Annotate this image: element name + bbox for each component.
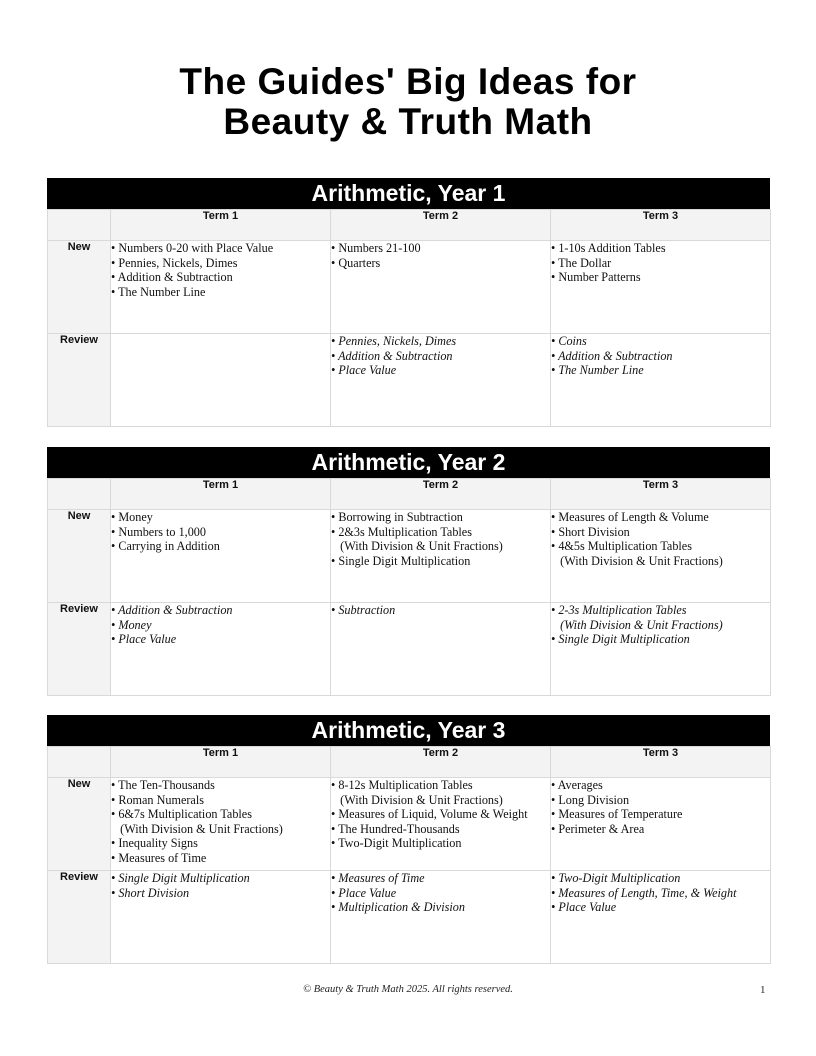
list-item: (With Division & Unit Fractions) bbox=[331, 792, 503, 807]
list-item: • Single Digit Multiplication bbox=[331, 553, 471, 568]
list-item: (With Division & Unit Fractions) bbox=[111, 821, 283, 836]
cell-term-1 bbox=[111, 778, 331, 871]
cell-term-2 bbox=[331, 510, 551, 603]
list-item: • Pennies, Nickels, Dimes bbox=[331, 334, 457, 348]
list-item: • Money bbox=[111, 510, 153, 524]
row-label-review: Review bbox=[48, 871, 111, 964]
header-row bbox=[48, 479, 771, 510]
list-item: (With Division & Unit Fractions) bbox=[331, 539, 503, 554]
cell-term-1 bbox=[111, 334, 331, 427]
curriculum-table bbox=[47, 209, 771, 427]
copyright-notice: © Beauty & Truth Math 2025. All rights reserved. bbox=[303, 984, 513, 995]
section-heading: Arithmetic, Year 2 bbox=[47, 447, 770, 478]
list-item: • Addition & Subtraction bbox=[111, 270, 233, 285]
list-item: (With Division & Unit Fractions) bbox=[551, 617, 723, 632]
curriculum-table bbox=[47, 746, 771, 964]
cell-term-2 bbox=[331, 334, 551, 427]
list-item: • 4&5s Multiplication Tables bbox=[551, 539, 692, 554]
list-item: • Perimeter & Area bbox=[551, 821, 645, 836]
section-year-3 bbox=[47, 715, 770, 964]
title-line-2: Beauty & Truth Math bbox=[223, 101, 593, 142]
cell-term-3 bbox=[551, 334, 771, 427]
list-item: • Short Division bbox=[111, 885, 190, 900]
list-item: • The Dollar bbox=[551, 255, 612, 270]
list-item: • 2&3s Multiplication Tables bbox=[331, 524, 472, 539]
list-item: • Two-Digit Multiplication bbox=[551, 871, 681, 885]
section-year-1 bbox=[47, 178, 770, 427]
column-header-term-2: Term 2 bbox=[331, 479, 551, 510]
list-item: • Inequality Signs bbox=[111, 836, 198, 851]
title-line-1: The Guides' Big Ideas for bbox=[179, 61, 637, 102]
corner-cell bbox=[48, 747, 111, 778]
cell-term-3 bbox=[551, 241, 771, 334]
row-label-new: New bbox=[48, 241, 111, 334]
list-item: • Short Division bbox=[551, 524, 630, 539]
curriculum-table bbox=[47, 478, 771, 696]
list-item: • Addition & Subtraction bbox=[111, 603, 233, 617]
list-item: • Borrowing in Subtraction bbox=[331, 510, 463, 524]
section-heading: Arithmetic, Year 1 bbox=[47, 178, 770, 209]
list-item: • Money bbox=[111, 617, 152, 632]
cell-term-3 bbox=[551, 871, 771, 964]
corner-cell bbox=[48, 479, 111, 510]
column-header-term-1: Term 1 bbox=[111, 210, 331, 241]
row-label-new: New bbox=[48, 778, 111, 871]
column-header-term-1: Term 1 bbox=[111, 479, 331, 510]
header-row bbox=[48, 210, 771, 241]
list-item: • Measures of Length & Volume bbox=[551, 510, 709, 524]
list-item: • Place Value bbox=[111, 632, 177, 647]
section-year-2 bbox=[47, 447, 770, 696]
table-row-new bbox=[48, 778, 771, 871]
section-heading: Arithmetic, Year 3 bbox=[47, 715, 770, 746]
list-item: • Measures of Liquid, Volume & Weight bbox=[331, 807, 528, 822]
list-item: • The Number Line bbox=[551, 363, 644, 378]
corner-cell bbox=[48, 210, 111, 241]
list-item: • Multiplication & Division bbox=[331, 900, 465, 915]
header-row bbox=[48, 747, 771, 778]
column-header-term-3: Term 3 bbox=[551, 747, 771, 778]
list-item: • Numbers 21-100 bbox=[331, 241, 421, 255]
cell-term-1 bbox=[111, 603, 331, 696]
list-item: • Single Digit Multiplication bbox=[551, 632, 690, 647]
list-item: • Place Value bbox=[331, 363, 397, 378]
document-title bbox=[0, 62, 816, 142]
list-item: • 8-12s Multiplication Tables bbox=[331, 778, 473, 792]
page-number: 1 bbox=[760, 984, 766, 996]
list-item: • Measures of Length, Time, & Weight bbox=[551, 885, 737, 900]
list-item: • Measures of Temperature bbox=[551, 807, 683, 822]
column-header-term-3: Term 3 bbox=[551, 479, 771, 510]
row-label-review: Review bbox=[48, 334, 111, 427]
list-item: • Pennies, Nickels, Dimes bbox=[111, 255, 238, 270]
list-item: • 1-10s Addition Tables bbox=[551, 241, 666, 255]
column-header-term-2: Term 2 bbox=[331, 747, 551, 778]
list-item: • Measures of Time bbox=[331, 871, 425, 885]
list-item: • 2-3s Multiplication Tables bbox=[551, 603, 687, 617]
column-header-term-2: Term 2 bbox=[331, 210, 551, 241]
cell-term-1 bbox=[111, 871, 331, 964]
cell-term-3 bbox=[551, 603, 771, 696]
list-item: • The Hundred-Thousands bbox=[331, 821, 460, 836]
cell-term-3 bbox=[551, 778, 771, 871]
cell-term-2 bbox=[331, 603, 551, 696]
list-item: • Number Patterns bbox=[551, 270, 641, 285]
list-item: • Coins bbox=[551, 334, 587, 348]
list-item: • Numbers 0-20 with Place Value bbox=[111, 241, 274, 255]
list-item: • 6&7s Multiplication Tables bbox=[111, 807, 252, 822]
list-item: • Single Digit Multiplication bbox=[111, 871, 250, 885]
table-row-new bbox=[48, 241, 771, 334]
column-header-term-1: Term 1 bbox=[111, 747, 331, 778]
cell-term-2 bbox=[331, 871, 551, 964]
list-item: • The Number Line bbox=[111, 284, 206, 299]
row-label-review: Review bbox=[48, 603, 111, 696]
list-item: • The Ten-Thousands bbox=[111, 778, 215, 792]
list-item: • Roman Numerals bbox=[111, 792, 204, 807]
list-item: • Quarters bbox=[331, 255, 381, 270]
list-item: • Measures of Time bbox=[111, 850, 207, 865]
cell-term-2 bbox=[331, 241, 551, 334]
table-row-new bbox=[48, 510, 771, 603]
list-item: • Two-Digit Multiplication bbox=[331, 836, 462, 851]
table-row-review bbox=[48, 334, 771, 427]
cell-term-1 bbox=[111, 241, 331, 334]
cell-term-3 bbox=[551, 510, 771, 603]
list-item: • Addition & Subtraction bbox=[551, 348, 673, 363]
column-header-term-3: Term 3 bbox=[551, 210, 771, 241]
list-item: • Long Division bbox=[551, 792, 630, 807]
cell-term-1 bbox=[111, 510, 331, 603]
list-item: • Averages bbox=[551, 778, 603, 792]
list-item: • Subtraction bbox=[331, 603, 396, 617]
list-item: • Carrying in Addition bbox=[111, 539, 220, 554]
list-item: • Place Value bbox=[331, 885, 397, 900]
list-item: (With Division & Unit Fractions) bbox=[551, 553, 723, 568]
list-item: • Addition & Subtraction bbox=[331, 348, 453, 363]
row-label-new: New bbox=[48, 510, 111, 603]
cell-term-2 bbox=[331, 778, 551, 871]
table-row-review bbox=[48, 871, 771, 964]
table-row-review bbox=[48, 603, 771, 696]
list-item: • Numbers to 1,000 bbox=[111, 524, 206, 539]
list-item: • Place Value bbox=[551, 900, 617, 915]
